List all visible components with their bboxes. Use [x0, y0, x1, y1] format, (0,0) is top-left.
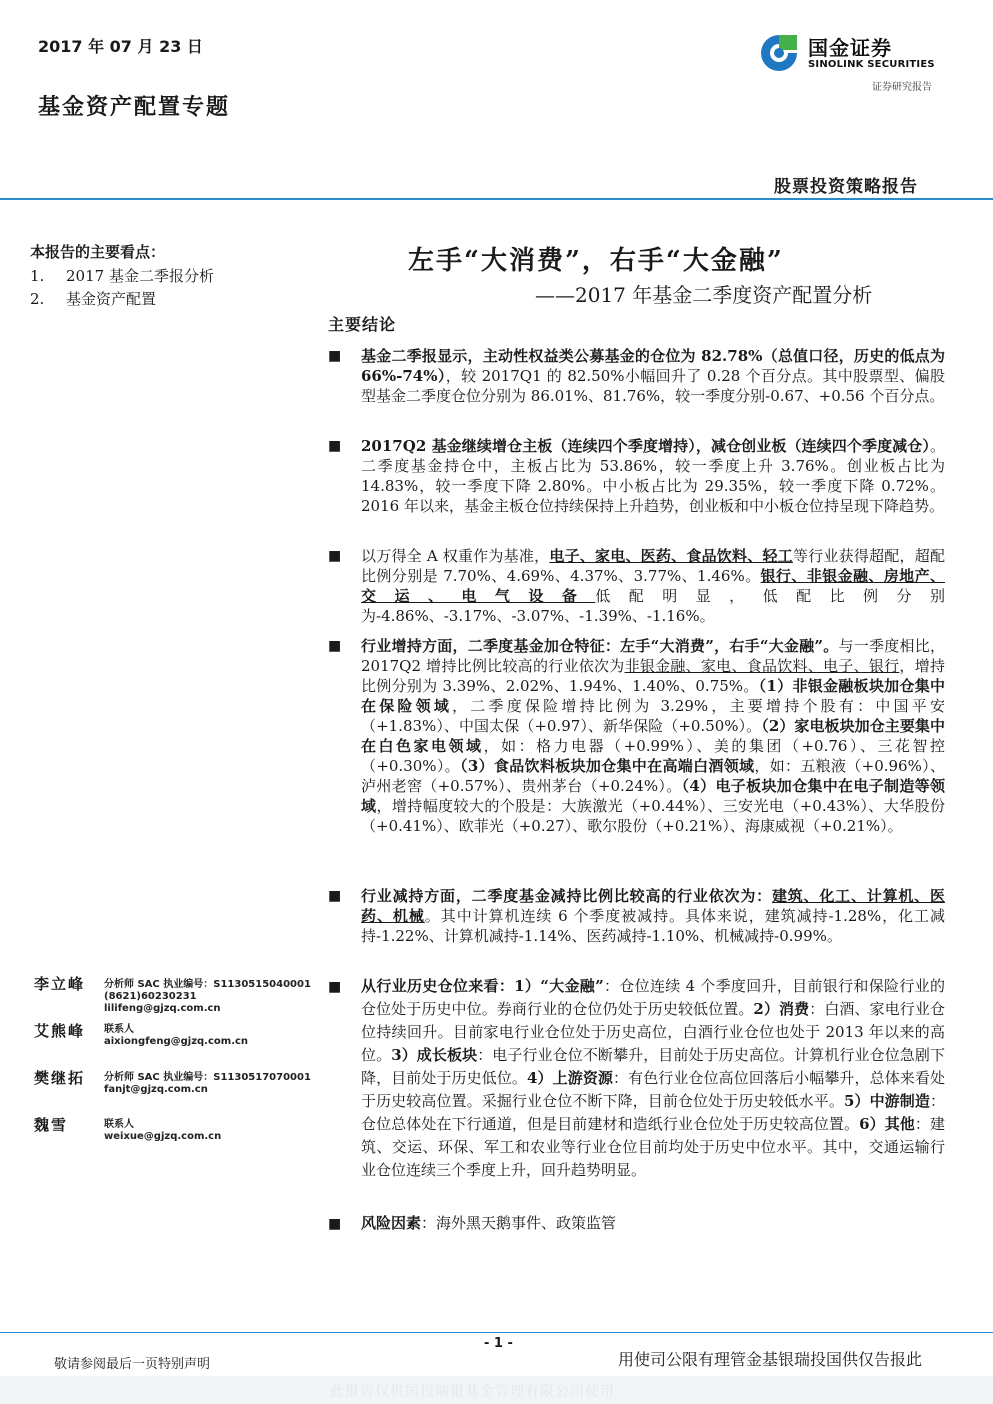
bold-phrase: 3）成长板块: [391, 1046, 478, 1064]
analyst-email: lilifeng@gjzq.com.cn: [104, 1003, 221, 1014]
conclusion-paragraph: [361, 546, 945, 626]
bullet-square-icon: ■: [328, 979, 342, 995]
bullet-square-icon: ■: [328, 888, 342, 904]
highlight-number: 2.: [30, 290, 45, 308]
highlight-text: 基金资产配置: [66, 290, 157, 308]
conclusion-paragraph: [361, 1213, 945, 1233]
paragraph-text: 低配明显，低配比例分别为-4.86%、-3.17%、-3.07%、-1.39%、-1.16%。: [361, 587, 945, 625]
report-category: 证券研究报告: [872, 82, 932, 93]
analyst-credential: 分析师 SAC 执业编号：S1130515040001: [104, 979, 311, 990]
disclaimer-note: 敬请参阅最后一页特别声明: [54, 1357, 211, 1372]
footer-notice: 用使司公限有理管金基银瑞投国供仅告报此: [618, 1350, 923, 1369]
paragraph-text: 等行业获得超配，超配比例分别是 7.70%、4.69%、4.37%、3.77%、1.46%。: [361, 547, 945, 585]
paragraph-text: ，增持比例分别为 3.39%、2.02%、1.94%、1.40%、0.75%。: [361, 657, 945, 695]
paragraph-text: ：海外黑天鹅事件、政策监管: [421, 1214, 617, 1232]
analyst-name: 魏雪: [34, 1116, 69, 1134]
sub-title: ——2017 年基金二季度资产配置分析: [535, 283, 873, 307]
paragraph-text: 非银金融、家电、食品饮料、电子、银行: [624, 657, 900, 675]
analyst-email: weixue@gjzq.com.cn: [104, 1131, 222, 1142]
bullet-square-icon: ■: [328, 548, 342, 564]
report-topic: 基金资产配置专题: [38, 94, 231, 120]
highlight-item: [30, 288, 156, 309]
paragraph-text: ：电子行业仓位不断攀升，目前处于历史高位。计算机行业仓位急剧下降，目前处于历史低位。: [361, 1046, 945, 1087]
conclusion-paragraph: [361, 975, 945, 1182]
bold-phrase: （1）非银金融板块加仓集中在保险领域: [361, 677, 945, 715]
section-title: 主要结论: [328, 315, 397, 334]
conclusion-paragraph: [361, 346, 945, 406]
paragraph-text: ：白酒、家电行业仓位持续回升。目前家电行业仓位处于历史高位，白酒行业仓位也处于 2013 年以来的高位。: [361, 1000, 945, 1064]
paragraph-text: 。二季度基金持仓中，主板占比为 53.86%，较一季度上升 3.76%。创业板占比为 14.83%，较一季度下降 2.80%。中小板占比为 29.35%，较一季度下降 0.72%。2016 年以来，基金主板仓位持续保持上升趋势，创业板和中小板仓位持呈现下降趋势。: [361, 437, 945, 515]
bold-phrase: 行业减持方面，二季度基金减持比例比较高的行业依次为：: [361, 887, 772, 905]
highlights-title: 本报告的主要看点：: [30, 243, 166, 261]
page-number: - 1 -: [484, 1336, 513, 1351]
bold-phrase: 行业增持方面，二季度基金加仓特征：左手“大消费”，右手“大金融”。: [361, 637, 839, 655]
highlighted-term: 银行、非银金融、房地产、交运、电气设备: [361, 567, 945, 605]
paragraph-text: ，二季度保险增持比例为 3.29%，主要增持个股有：中国平安（+1.83%）、中国太保（+0.97）、新华保险（+0.50%）。: [361, 697, 945, 735]
analyst-email: aixiongfeng@gjzq.com.cn: [104, 1036, 249, 1047]
bold-phrase: 风险因素: [361, 1214, 422, 1232]
analyst-name: 李立峰: [34, 975, 86, 993]
bold-phrase: （4）电子板块加仓集中在电子制造等领域: [361, 777, 945, 815]
analyst-contact: [104, 1119, 221, 1143]
paragraph-text: ：建筑、交运、环保、军工和农业等行业仓位目前均处于历史中位水平。其中，交通运输行业仓位连续三个季度上升，回升趋势明显。: [361, 1115, 945, 1179]
conclusion-paragraph: [361, 636, 945, 836]
bold-phrase: 5）中游制造: [843, 1092, 930, 1110]
paragraph-text: ：仓位连续 4 个季度回升，目前银行和保险行业的仓位处于历史中位。券商行业的仓位仍处于历史较低位置。: [361, 977, 945, 1018]
analyst-role: 联系人: [104, 1119, 134, 1130]
analyst-contact: [104, 1024, 248, 1048]
highlight-text: 2017 基金二季报分析: [66, 267, 214, 285]
company-logo: [758, 30, 948, 78]
bullet-square-icon: ■: [328, 348, 342, 364]
paragraph-text: ，增持幅度较大的个股是：大族激光（+0.44%）、三安光电（+0.43%）、大华股份（+0.41%）、欧菲光（+0.27）、歌尔股份（+0.21%）、海康威视（+0.21%）。: [361, 797, 945, 835]
bold-phrase: 2）消费: [753, 1000, 810, 1018]
footer-divider: [0, 1332, 993, 1333]
highlight-number: 1.: [30, 267, 45, 285]
report-type: 股票投资策略报告: [774, 177, 918, 197]
paragraph-text: ，较 2017Q1 的 82.50%小幅回升了 0.28 个百分点。其中股票型、偏股型基金二季度仓位分别为 86.01%、81.76%，较一季度分别-0.67、+0.56 个百分点。: [361, 367, 945, 405]
highlighted-term: 电子、家电、医药、食品饮料、轻工: [549, 547, 793, 565]
paragraph-text: 。其中计算机连续 6 个季度被减持。具体来说，建筑减持-1.28%，化工减持-1.22%、计算机减持-1.14%、医药减持-1.10%、机械减持-0.99%。: [361, 907, 945, 945]
bullet-square-icon: ■: [328, 638, 342, 654]
analyst-contact: [104, 979, 311, 1015]
paragraph-text: 与一季度相比，2017Q2 增持比例比较高的行业依次为: [361, 637, 945, 675]
highlight-item: [30, 265, 214, 286]
bullet-square-icon: ■: [328, 1216, 342, 1232]
analyst-phone: (8621)60230231: [104, 991, 197, 1002]
bold-phrase: （2）家电板块加仓主要集中在白色家电领域: [361, 717, 945, 755]
paragraph-text: ：仓位总体处在下行通道，但是目前建材和造纸行业仓位处于历史较高位置。: [361, 1092, 945, 1133]
header-divider: [0, 198, 993, 200]
main-title: 左手“大消费”，右手“大金融”: [408, 246, 784, 276]
analyst-email: fanjt@gjzq.com.cn: [104, 1084, 208, 1095]
bullet-square-icon: ■: [328, 438, 342, 454]
company-logo-icon: [758, 32, 800, 74]
analyst-credential: 分析师 SAC 执业编号：S1130517070001: [104, 1072, 311, 1083]
highlighted-term: 建筑、化工、计算机、医药、机械: [361, 887, 945, 925]
analyst-name: 艾熊峰: [34, 1022, 86, 1040]
bold-phrase: 2017Q2 基金继续增仓主板（连续四个季度增持），减仓创业板（连续四个季度减仓）: [361, 437, 930, 455]
analyst-role: 联系人: [104, 1024, 134, 1035]
company-name-en: SINOLINK SECURITIES: [808, 59, 935, 70]
watermark-text: 此报告仅供国投瑞银基金管理有限公司使用: [330, 1384, 615, 1400]
analyst-name: 樊继拓: [34, 1069, 86, 1087]
company-name-cn: 国金证券: [808, 36, 892, 60]
bold-phrase: （3）食品饮料板块加仓集中在高端白酒领域: [460, 757, 755, 775]
conclusion-paragraph: [361, 436, 945, 516]
report-date: 2017 年 07 月 23 日: [38, 37, 203, 56]
bold-phrase: 从行业历史仓位来看：1）“大金融”: [361, 977, 604, 995]
bold-phrase: 6）其他: [859, 1115, 915, 1133]
bold-phrase: 4）上游资源: [527, 1069, 614, 1087]
paragraph-text: ，如：格力电器（+0.99%）、美的集团（+0.76）、三花智控（+0.30%）。: [361, 737, 945, 775]
analyst-contact: [104, 1072, 311, 1096]
paragraph-text: 以万得全 A 权重作为基准，: [361, 547, 550, 565]
paragraph-text: ，如：五粮液（+0.96%）、泸州老窖（+0.57%）、贵州茅台（+0.24%）。: [361, 757, 945, 795]
conclusion-paragraph: [361, 886, 945, 946]
paragraph-text: ：有色行业仓位高位回落后小幅攀升，总体来看处于历史较高位置。采掘行业仓位不断下降，目前仓位处于历史较低水平。: [361, 1069, 945, 1110]
bold-phrase: 基金二季报显示，主动性权益类公募基金的仓位为 82.78%（总值口径，历史的低点为 66%-74%）: [361, 347, 945, 385]
